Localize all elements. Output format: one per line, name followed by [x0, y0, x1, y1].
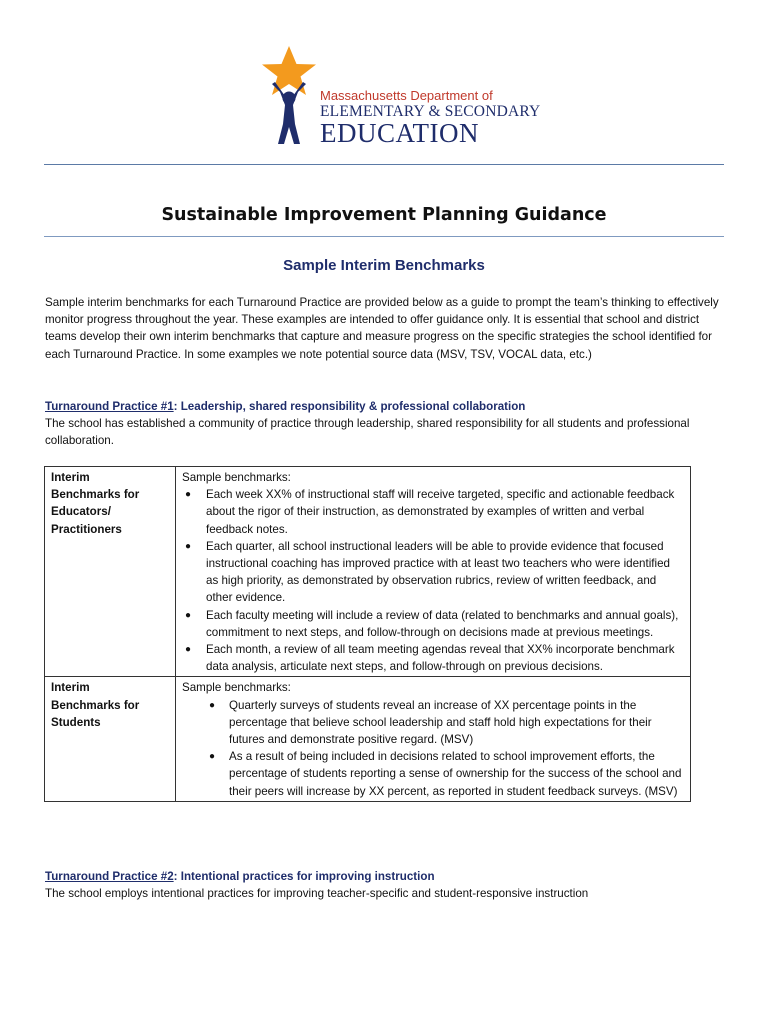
- list-item: ● Each month, a review of all team meeting agendas reveal that XX% incorporate benchmark data analysis, articulate next steps, and follow-through on previous decisions.: [185, 643, 675, 674]
- logo-line-education: EDUCATION: [320, 118, 479, 148]
- table-row: [45, 467, 691, 677]
- practice-2-section: [45, 868, 725, 902]
- row-content-students: [176, 677, 691, 801]
- practice-1-title: : Leadership, shared responsibility & professional collaboration: [173, 400, 526, 413]
- practice-1-link[interactable]: Turnaround Practice #1: [45, 400, 174, 413]
- logo-line-department: Massachusetts Department of: [320, 88, 493, 103]
- practice-1-heading: [45, 398, 725, 415]
- list-item: ● Quarterly surveys of students reveal an increase of XX percentage points in the percentage that believe school leadership and staff hold high expectations for their futures and demonstrate positive regard. (MSV): [209, 698, 652, 747]
- practice-1-section: [45, 398, 725, 450]
- benchmarks-table: [44, 466, 691, 802]
- logo-text: [320, 89, 540, 147]
- title-divider: [44, 236, 724, 237]
- list-item: ● As a result of being included in decisions related to school improvement efforts, the percentage of students reporting a sense of ownership for the success of the school and their peers will increase by XX percent, as reported in student feedback surveys. (MSV): [209, 750, 682, 798]
- practice-2-heading: [45, 868, 725, 885]
- header-divider: [44, 164, 724, 165]
- practice-2-title: : Intentional practices for improving instruction: [173, 870, 435, 883]
- table-row: [45, 677, 691, 801]
- practice-2-description: The school employs intentional practices for improving teacher-specific and student-responsive instruction: [45, 887, 589, 901]
- star-person-icon: [258, 44, 328, 150]
- benchmarks-intro: Sample benchmarks:: [182, 471, 291, 484]
- row-header-educators: Interim Benchmarks for Educators/ Practitioners: [45, 467, 176, 677]
- list-item: ● Each faculty meeting will include a review of data (related to benchmarks and annual goals), commitment to next steps, and follow-through on decisions made at previous meetings.: [185, 608, 679, 639]
- educator-benchmark-list: [182, 486, 684, 675]
- row-content-educators: [176, 467, 691, 677]
- intro-paragraph: Sample interim benchmarks for each Turnaround Practice are provided below as a guide to prompt the team’s thinking to effectively monitor progress throughout the year. These examples are intended to offer guidance only. It is essential that school and district teams develop their own interim benchmarks that capture and measure progress on the specific strategies the school identified for each Turnaround Practice. In some examples we note potential source data (MSV, TSV, VOCAL data, etc.): [45, 296, 719, 361]
- student-benchmark-list: [182, 697, 684, 800]
- list-item: ● Each week XX% of instructional staff will receive targeted, specific and actionable feedback about the rigor of their instruction, as demonstrated by examples of written and verbal feedback notes.: [185, 488, 675, 536]
- benchmarks-intro: Sample benchmarks:: [182, 681, 291, 695]
- logo-line-elementary: ELEMENTARY & SECONDARY: [320, 103, 541, 120]
- page-title: Sustainable Improvement Planning Guidance: [161, 205, 607, 225]
- practice-1-description: The school has established a community of practice through leadership, shared responsibility for all students and professional collaboration.: [45, 417, 690, 448]
- section-subtitle: Sample Interim Benchmarks: [283, 257, 485, 274]
- list-item: ● Each quarter, all school instructional leaders will be able to provide evidence that focused instructional coaching has improved practice with at least two teachers who were identified as high priority, as demonstrated by observation rubrics, review of written feedback, and other evidence.: [185, 539, 670, 605]
- practice-2-link[interactable]: Turnaround Practice #2: [45, 870, 174, 883]
- row-header-students: Interim Benchmarks for Students: [45, 677, 176, 801]
